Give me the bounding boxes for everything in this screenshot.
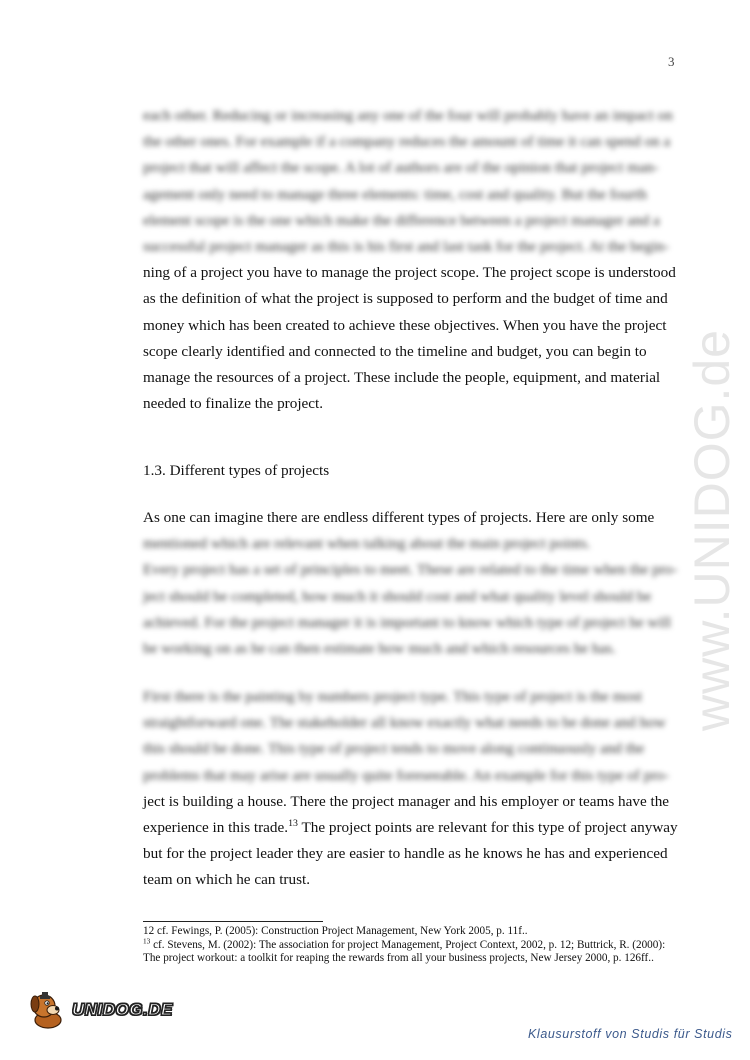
text-line: First there is the painting by numbers project type. This type of project is the most [143,688,643,705]
text-line: money which has been created to achieve these objectives. When you have the project [143,316,667,334]
text-line: this should be done. This type of project tends to move along continuously and the [143,740,645,758]
text-fragment: experience in this trade. [143,819,289,837]
text-line: the other ones. For example if a company reduces the amount of time it can spend on a [143,133,671,151]
unidog-logo [26,990,173,1030]
text-line: mentioned which are relevant when talking about the main project points. [143,535,591,553]
footer-slogan: Klausurstoff von Studis für Studis [528,1027,733,1041]
footnote-reference: 13 [288,817,298,829]
paragraph-project-scope [143,103,679,417]
blurred-text-block [143,684,679,789]
text-line: ject is building a house. There the project manager and his employer or teams have the [143,792,670,810]
text-line: project that will affect the scope. A lot of authors are of the opinion that project man- [143,159,659,177]
paragraph-painting-by-numbers [143,684,679,894]
section-heading: 1.3. Different types of projects [143,462,330,479]
footnote-text: cf. Stevens, M. (2002): The association for project Management, Project Context, 2002, p. 12; Buttrick, R. (2000): The project workout: a toolkit for reaping the rewards from all your business projects, New Jersey 2000, p. 126ff.. [143,938,666,965]
paragraph-project-types [143,505,679,662]
text-line: ning of a project you have to manage the project scope. The project scope is understood [143,264,676,282]
text-line: manage the resources of a project. These include the people, equipment, and material [143,369,661,387]
text-line: as the definition of what the project is supposed to perform and the budget of time and [143,290,668,308]
text-line: element scope is the one which make the difference between a project manager and a [143,211,660,229]
text-fragment: The project points are relevant for this type of project anyway [297,819,678,837]
footnote-divider [143,921,323,922]
text-line: problems that may arise are usually quite foreseeable. An example for this type of pro- [143,766,669,784]
text-line: agement only need to manage three elements: time, cost and quality. But the fourth [143,185,647,203]
footnotes [143,925,683,966]
text-line: each other. Reducing or increasing any one of the four will probably have an impact on [143,107,673,124]
footnote-12: 12 cf. Fewings, P. (2005): Construction Project Management, New York 2005, p. 11f.. [143,925,528,937]
text-line: successful project manager as this is his first and last task for the project. At the begin- [143,238,669,256]
text-line: be working on as he can then estimate how much and which resources he has. [143,640,616,658]
text-line: needed to finalize the project. [143,395,324,413]
text-line-with-footnote [143,815,679,841]
blurred-text-block [143,531,679,662]
text-line: Every project has a set of principles to meet. These are related to the time when the pro- [143,561,678,579]
text-line: ject should be completed, how much it should cost and what quality level should be [143,587,652,605]
page-number: 3 [668,54,675,69]
footnote-number: 13 [143,936,151,945]
text-line: team on which he can trust. [143,871,311,889]
logo-wordmark: UNIDOG.DE [72,1000,173,1019]
dog-mascot-icon [26,990,70,1030]
text-line: scope clearly identified and connected to the timeline and budget, you can begin to [143,342,647,360]
text-line: but for the project leader they are easier to handle as he knows he has and experienced [143,845,668,863]
clear-text-block [143,260,679,417]
text-line: straightforward one. The stakeholder all know exactly what needs to be done and how [143,714,666,732]
watermark [672,310,750,750]
footnote-13 [143,936,683,966]
blurred-text-block [143,103,679,260]
text-line: As one can imagine there are endless different types of projects. Here are only some [143,509,655,526]
watermark-text: www.UNIDOG.de [684,329,740,731]
text-line: achieved. For the project manager it is important to know which type of project he will [143,613,672,631]
